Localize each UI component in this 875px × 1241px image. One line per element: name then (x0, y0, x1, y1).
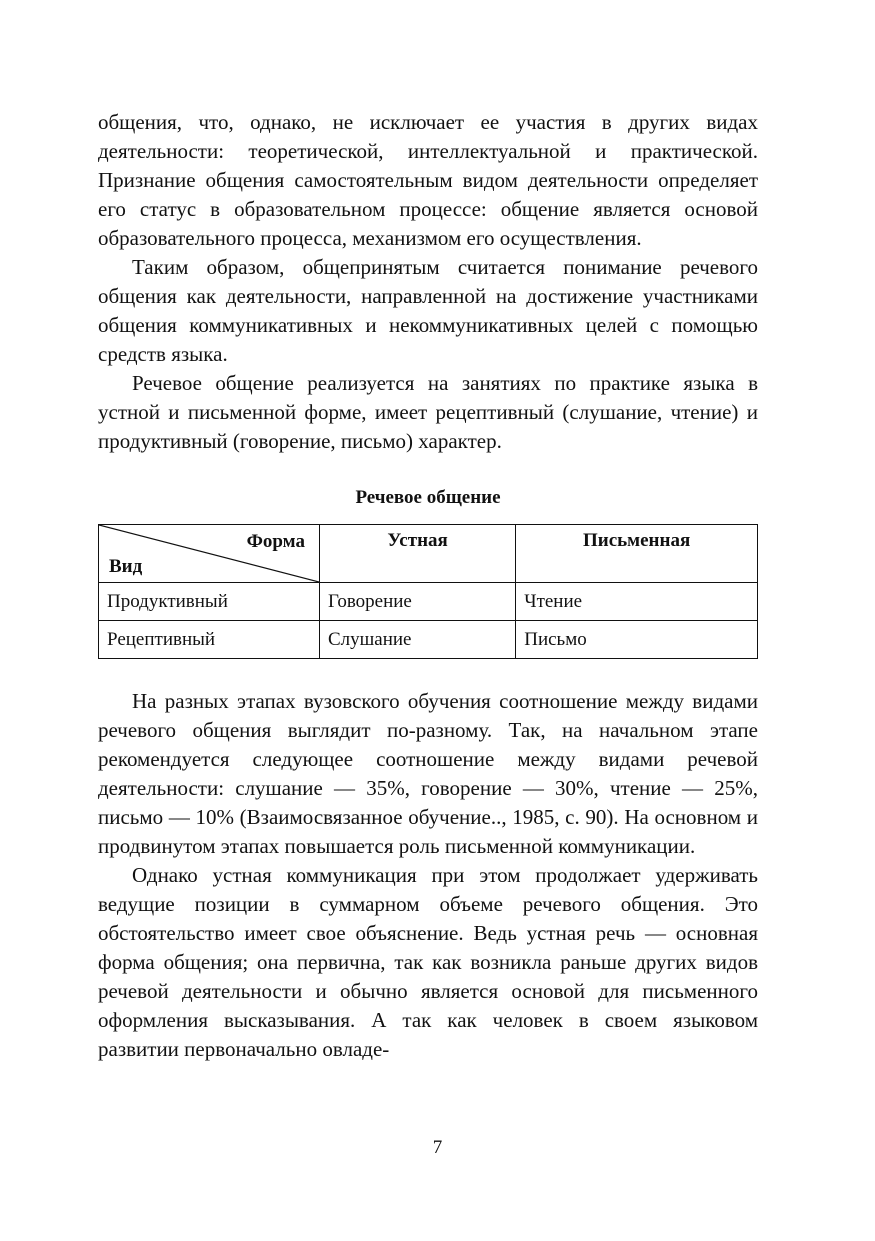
cell-oral: Говорение (320, 583, 516, 621)
table-title: Речевое общение (355, 487, 501, 508)
paragraph-oral-priority: Однако устная коммуникация при этом продолжает удерживать ведущие позиции в суммарном объеме речевого общения. Это обстоятельство имеет свое объяснение. Ведь устная речь — основная форма общения; она первична, так как возникла раньше других видов речевой деятельности и обычно является основой для письменного оформления высказывания. А так как человек в своем языковом развитии первоначально овладе- (98, 863, 758, 1061)
table-row (99, 621, 758, 659)
corner-label-form: Форма (246, 531, 305, 552)
page-body (98, 108, 758, 1064)
cell-oral: Слушание (320, 621, 516, 659)
column-header-written: Письменная (516, 525, 758, 583)
table-header-row (99, 525, 758, 583)
paragraph-summary: Таким образом, общепринятым считается понимание речевого общения как деятельности, направленной на достижение участниками общения коммуникативных и некоммуникативных целей с помощью средств языка. (98, 255, 758, 366)
column-header-oral: Устная (320, 525, 516, 583)
row-label: Продуктивный (99, 583, 320, 621)
table-corner-cell (99, 525, 320, 583)
row-label: Рецептивный (99, 621, 320, 659)
speech-communication-table (98, 524, 758, 659)
paragraph-forms: Речевое общение реализуется на занятиях по практике языка в устной и письменной форме, имеет рецептивный (слушание, чтение) и продуктивный (говорение, письмо) характер. (98, 371, 758, 453)
paragraph-continuation: общения, что, однако, не исключает ее участия в других видах деятельности: теоретической, интеллектуальной и практической. Признание общения самостоятельным видом деятельности определяет его статус в образовательном процессе: общение является основой образовательного процесса, механизмом его осуществления. (98, 110, 758, 250)
cell-written: Чтение (516, 583, 758, 621)
page-number: 7 (432, 1137, 443, 1158)
table-row (99, 583, 758, 621)
cell-written: Письмо (516, 621, 758, 659)
corner-label-kind: Вид (109, 556, 143, 577)
paragraph-ratio: На разных этапах вузовского обучения соотношение между видами речевого общения выглядит по-разному. Так, на начальном этапе рекомендуется следующее соотношение между видами речевой деятельности: слушание — 35%, говорение — 30%, чтение — 25%, письмо — 10% (Взаимосвязанное обучение.., 1985, с. 90). На основном и продвинутом этапах повышается роль письменной коммуникации. (98, 689, 758, 858)
